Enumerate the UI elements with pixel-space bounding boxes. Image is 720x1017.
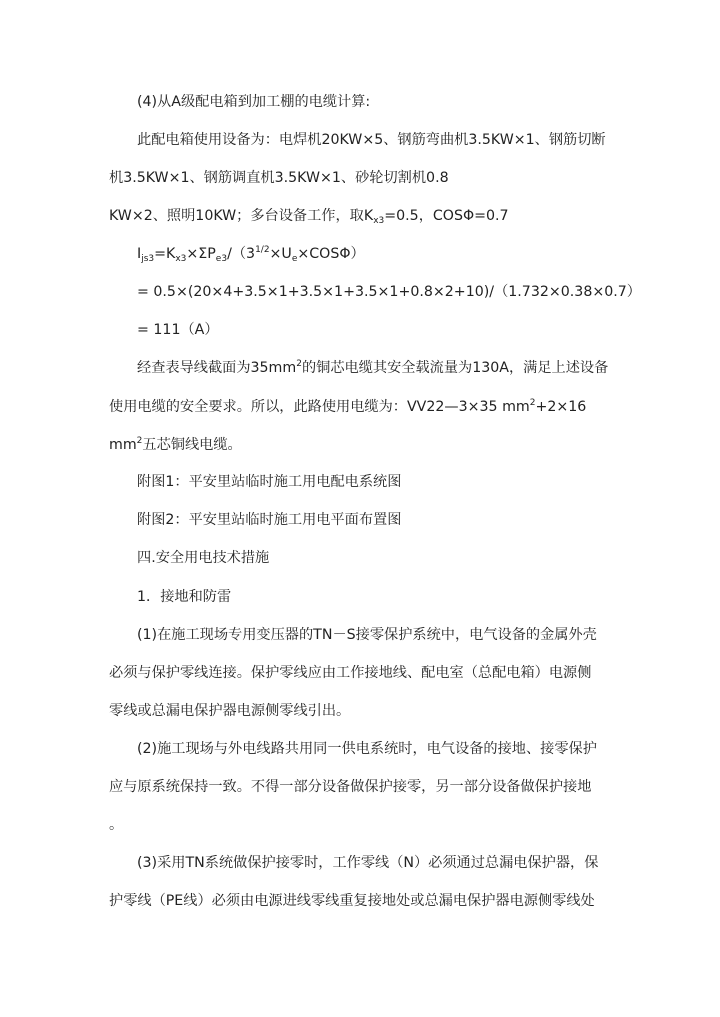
formula-result: = 111（A） — [137, 322, 219, 338]
paragraph-line: 必须与保护零线连接。保护零线应由工作接地线、配电室（总配电箱）电源侧 — [109, 665, 592, 681]
paragraph-line: 机3.5KW×1、钢筋调直机3.5KW×1、砂轮切割机0.8 — [109, 170, 449, 186]
subsection-heading: (4)从A级配电箱到加工棚的电缆计算: — [137, 94, 371, 110]
paragraph-line: (3)采用TN系统做保护接零时，工作零线（N）必须通过总漏电保护器，保 — [137, 855, 599, 871]
subsection-heading: 1．接地和防雷 — [137, 589, 232, 605]
paragraph-line: 零线或总漏电保护器电源侧零线引出。 — [109, 703, 351, 719]
paragraph-line: 应与原系统保持一致。不得一部分设备做保护接零，另一部分设备做保护接地 — [109, 779, 592, 795]
formula-line: = 0.5×(20×4+3.5×1+3.5×1+3.5×1+0.8×2+10)/（1.732×0.38×0.7） — [137, 284, 641, 300]
figure-reference: 附图2：平安里站临时施工用电平面布置图 — [137, 512, 402, 528]
paragraph-line: 使用电缆的安全要求。所以，此路使用电缆为：VV22—3×35 $mm^2+2\times 16$ — [109, 398, 587, 415]
paragraph-line: KW×2、照明10KW；多台设备工作，取$K_{x3}=0.5$，COSΦ=0.7 — [109, 208, 509, 226]
paragraph-line: 护零线（PE线）必须由电源进线零线重复接地处或总漏电保护器电源侧零线处 — [109, 893, 595, 909]
paragraph-line: 。 — [109, 817, 124, 833]
paragraph-line: $mm^2$五芯铜线电缆。 — [109, 436, 242, 453]
paragraph-line: 此配电箱使用设备为：电焊机20KW×5、钢筋弯曲机3.5KW×1、钢筋切断 — [137, 132, 606, 148]
formula-line: $I_{js3}=K_{x3}\times\Sigma P_{e3}/(3^{1/2}\times U_e\times COS\Phi)$ — [137, 245, 365, 264]
figure-reference: 附图1：平安里站临时施工用电配电系统图 — [137, 474, 402, 490]
paragraph-line: (1)在施工现场专用变压器的TN－S接零保护系统中，电气设备的金属外壳 — [137, 627, 597, 643]
paragraph-line: 经查表导线截面为$35mm^2$的铜芯电缆其安全载流量为130A，满足上述设备 — [137, 359, 609, 376]
section-heading: 四.安全用电技术措施 — [137, 550, 270, 566]
paragraph-line: (2)施工现场与外电线路共用同一供电系统时，电气设备的接地、接零保护 — [137, 741, 597, 757]
